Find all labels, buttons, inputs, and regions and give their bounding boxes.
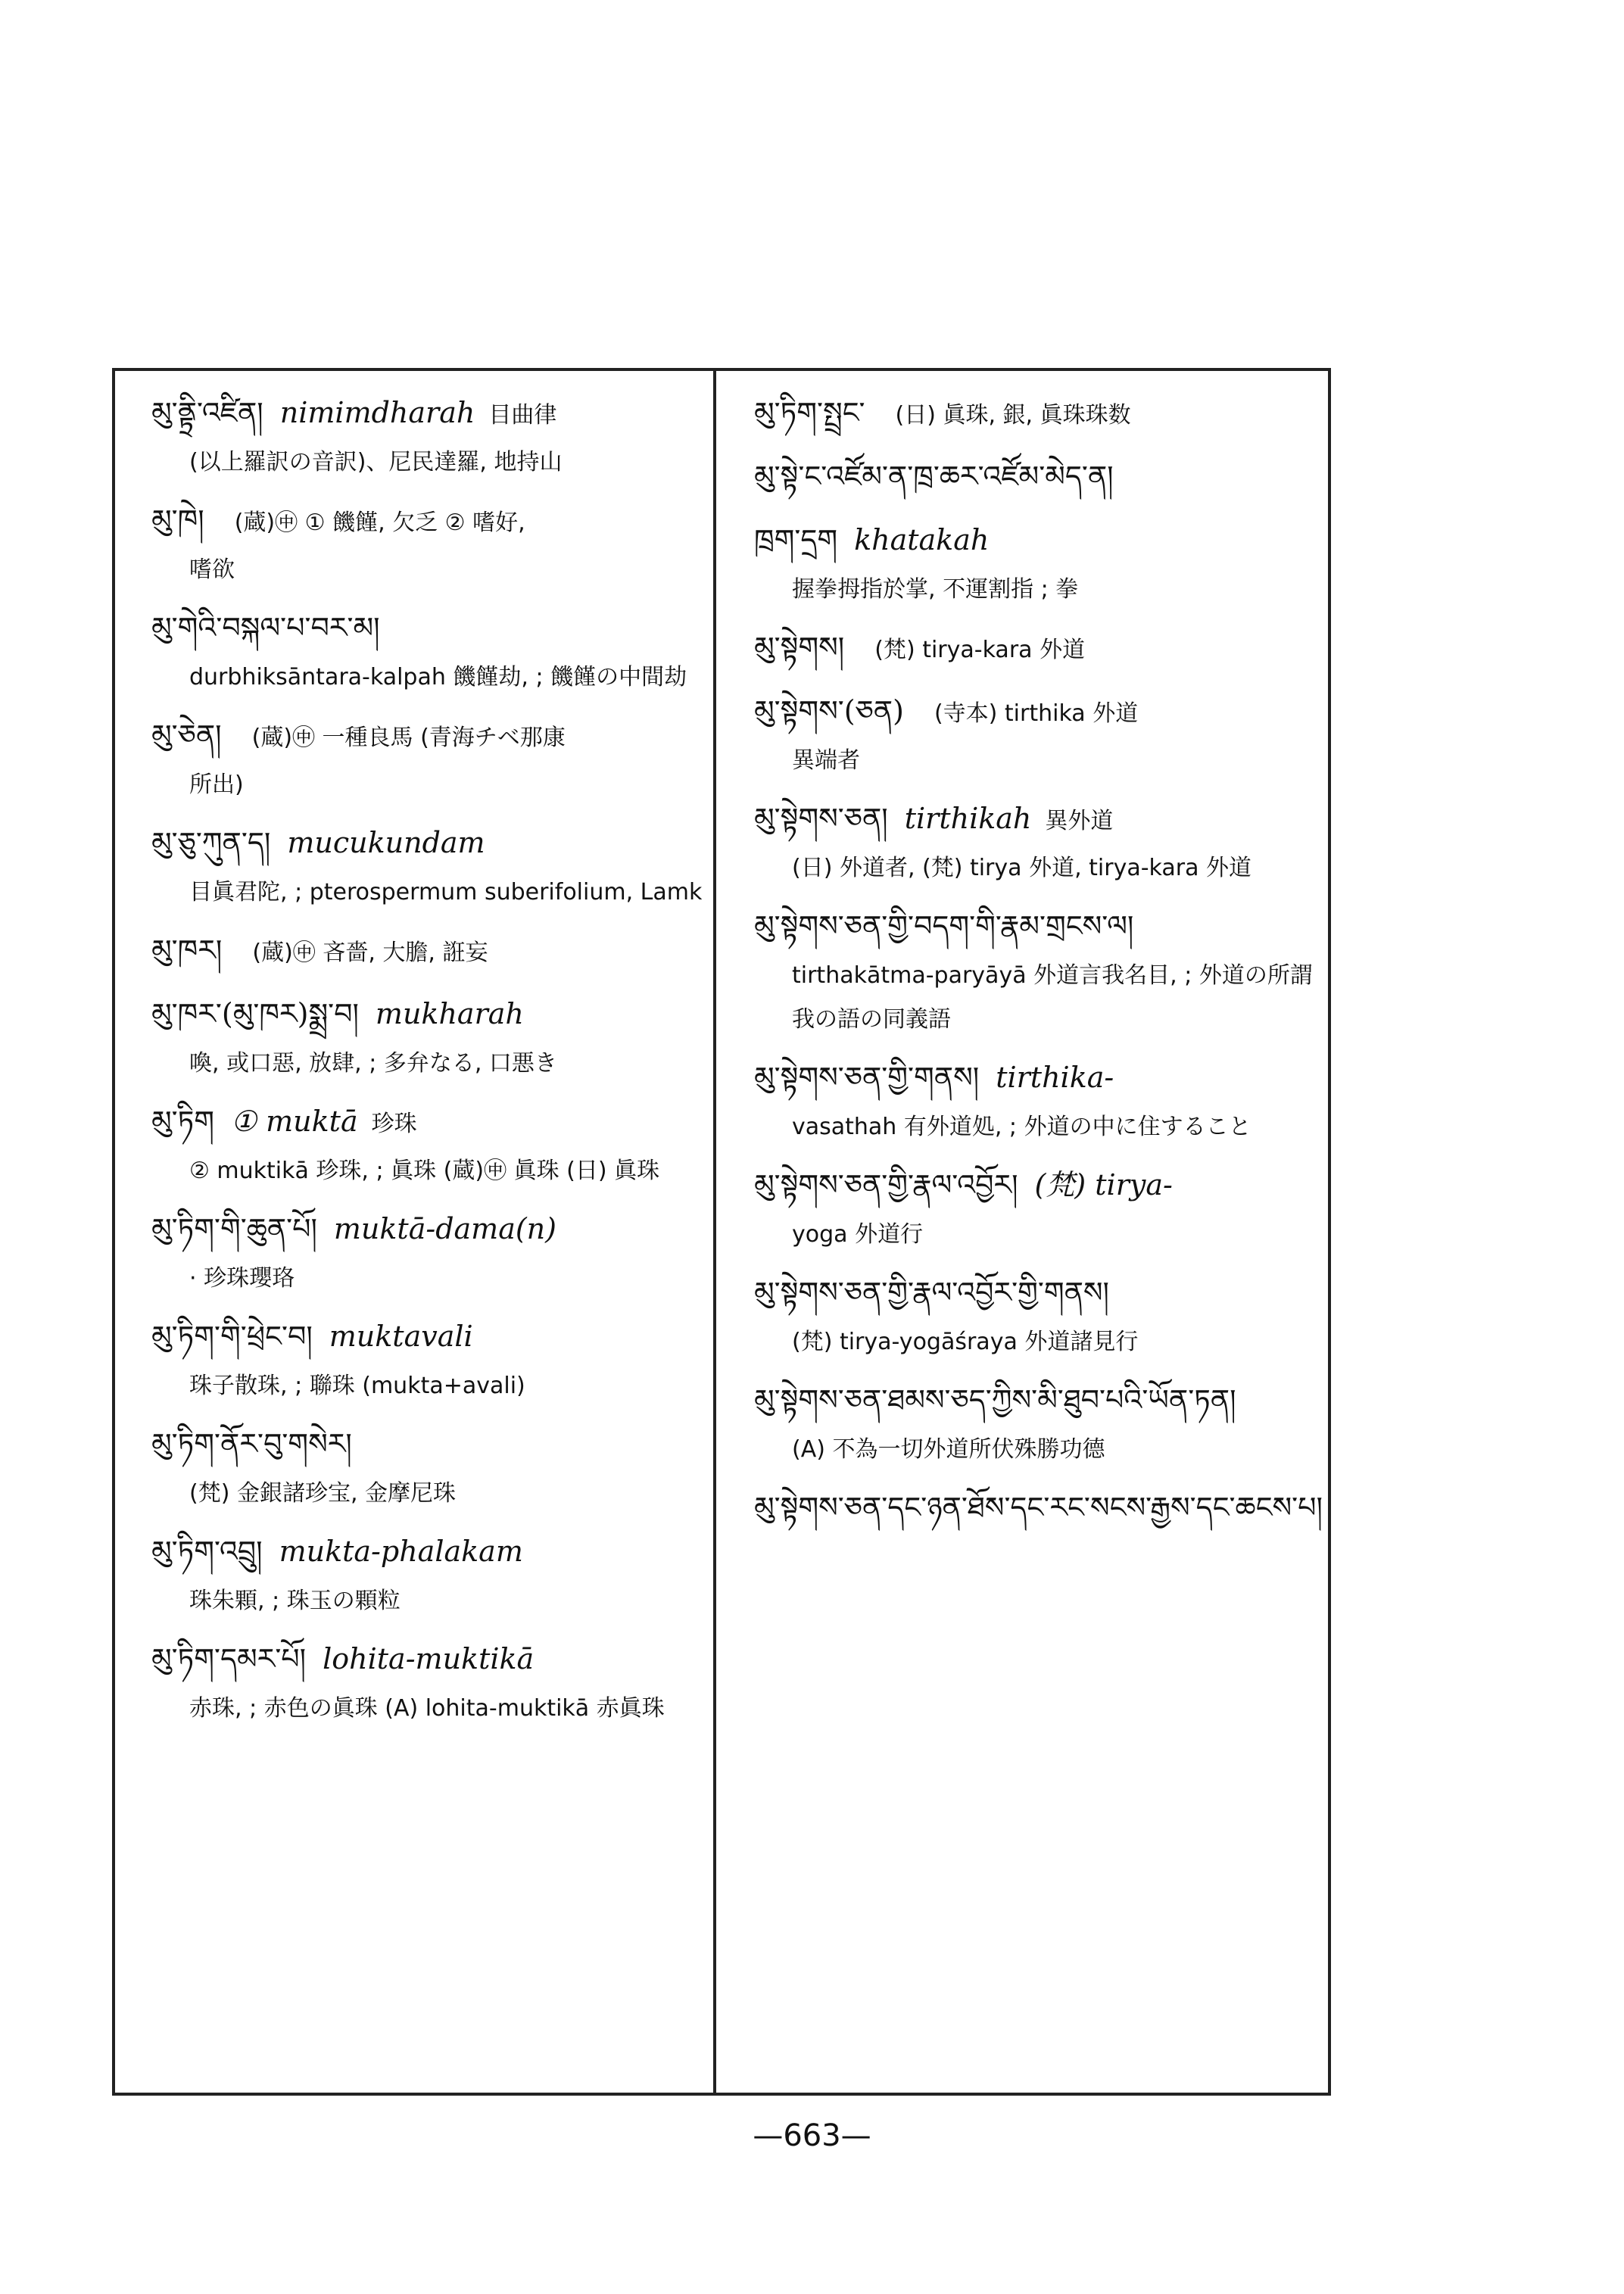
entry [754,904,1314,1042]
entry [151,1099,704,1193]
sanskrit-term: (梵) tirya- [1034,1168,1173,1202]
tibetan-headword: ཁྲག་དྲག [754,523,838,556]
entry [754,1055,1314,1149]
gloss-continued: (日) 外道者, (梵) tirya 外道, tirya-kara 外道 [792,855,1252,881]
tibetan-headword: མུ་སྟེགས་ཅན་གྱི་གནས། [754,1061,980,1094]
tibetan-headword: མུ་ཅེན། [151,718,222,752]
tibetan-headword: མུ་སྟེགས་ཅན་དང་ཉན་ཐོས་དང་རང་སངས་རྒྱས་དང་ཆངས་པ། [754,1491,1323,1524]
entry [151,928,704,978]
entry [754,1270,1314,1364]
page-number: —663— [753,2118,871,2153]
tibetan-headword: མུ་ཏིག་དམར་པོ། [151,1642,307,1675]
entry [151,391,704,485]
entry [151,1314,704,1408]
right-column [754,391,1323,1549]
entry [151,1422,704,1516]
entry [151,606,704,700]
entry [754,689,1314,783]
gloss-continued: 嗜欲 [189,556,235,583]
gloss-continued: (梵) 金銀諸珍宝, 金摩尼珠 [189,1480,457,1507]
entry [754,518,1314,612]
entry [754,391,1314,441]
tibetan-headword: མུ་ཅུ་ཀུན་ད། [151,826,271,859]
sanskrit-term: tirthikah [904,802,1032,835]
gloss-continued: (梵) tirya-yogāśraya 外道諸見行 [792,1329,1139,1355]
entry [754,1163,1314,1257]
entry [754,796,1314,890]
tibetan-headword: མུ་སྟེ་ང་འཛོམ་ན་ཁྲ་ཆར་འཛོམ་མེད་ན། [754,460,1114,493]
gloss-continued: 所出) [189,771,244,798]
tibetan-headword: མུ་སྟེགས། [754,631,845,664]
gloss-continued: ② muktikā 珍珠, ; 眞珠 (蔵)㊥ 眞珠 (日) 眞珠 [189,1158,660,1184]
tibetan-headword: མུ་ཏིག་འབྲུ། [151,1535,263,1568]
gloss: 珍珠 [371,1111,417,1137]
sanskrit-term: mucukundam [287,826,485,859]
sanskrit-term: mukharah [375,997,524,1030]
tibetan-headword: མུ་སྟེགས་ཅན་གྱི་རྣལ་འབྱོར། [754,1168,1018,1202]
gloss-continued: 異端者 [792,747,860,774]
entry [151,713,704,807]
tibetan-headword: མུ་ཏིག་ནོར་བུ་གསེར། [151,1427,352,1460]
tibetan-headword: མུ་སྟེགས་ཅན་གྱི་བདག་གི་རྣམ་གྲངས་ལ། [754,909,1134,943]
gloss: (蔵)㊥ 一種良馬 (青海チベ那康 [251,725,566,751]
gloss: (日) 眞珠, 銀, 眞珠珠数 [895,402,1131,429]
sanskrit-term: lohita-muktikā [323,1642,535,1675]
gloss-continued: 目眞君陀, ; pterospermum suberifolium, Lamk [189,879,703,905]
entry [151,1529,704,1623]
gloss-continued: (以上羅訳の音訳)、尼民達羅, 地持山 [189,449,563,475]
sanskrit-term: muktā-dama(n) [333,1212,556,1245]
gloss-continued: 赤珠, ; 赤色の眞珠 (A) lohita-muktikā 赤眞珠 [189,1695,665,1722]
tibetan-headword: མུ་ཁར། [151,933,223,967]
tibetan-headword: མུ་ཏིག་གི་ཕྲེང་བ། [151,1320,313,1353]
gloss-continued: durbhiksāntara-kalpah 饑饉劫, ; 饑饉の中間劫 [189,664,687,690]
tibetan-headword: མུ་སྟེགས་ཅན། [754,802,888,835]
sanskrit-term: tirthika- [996,1061,1114,1094]
sanskrit-term: nimimdharah [279,396,475,429]
tibetan-headword: མུ་ཁེ། [151,503,204,537]
entry [151,498,704,592]
tibetan-headword: མུ་སྟེགས་ཅན་ཐམས་ཅད་ཀྱིས་མི་ཐུབ་པའི་ཡོན་ཏན། [754,1383,1236,1417]
gloss: (蔵)㊥ ① 饑饉, 欠乏 ② 嗜好, [234,510,525,536]
entry [151,1637,704,1731]
gloss: 目曲律 [488,402,557,429]
entry [754,1485,1323,1535]
entry [754,1378,1314,1472]
gloss-continued: vasathah 有外道処, ; 外道の中に住すること [792,1114,1252,1140]
gloss-continued: 珠子散珠, ; 聯珠 (mukta+avali) [189,1373,525,1399]
gloss: (寺本) tirthika 外道 [934,700,1139,727]
gloss-continued: 珠朱顆, ; 珠玉の顆粒 [189,1588,401,1614]
gloss-continued: · 珍珠瓔珞 [189,1265,295,1292]
gloss: (蔵)㊥ 吝嗇, 大膽, 誑妄 [252,940,488,966]
gloss-continued: 握拳拇指於掌, 不運割指 ; 拳 [792,576,1079,603]
tibetan-headword: མུ་ཏིག་སྤྲང་ [754,396,865,429]
gloss-continued: 喚, 或口惡, 放肆, ; 多弁なる, 口悪き [189,1050,557,1077]
tibetan-headword: མུ་གེའི་བསྐལ་པ་བར་མ། [151,611,380,644]
sanskrit-term: muktavali [329,1320,473,1353]
sanskrit-term: mukta-phalakam [279,1535,523,1568]
entry [151,1207,704,1301]
sanskrit-term: khatakah [854,523,990,556]
gloss: 異外道 [1045,808,1114,834]
entry [151,821,704,915]
tibetan-headword: མུ་ནྟྲི་འཛིན། [151,396,263,429]
sanskrit-term: ① muktā [231,1105,358,1138]
tibetan-headword: མུ་སྟེགས་ཅན་གྱི་རྣལ་འབྱོར་གྱི་གནས། [754,1276,1109,1309]
entry [151,992,704,1086]
tibetan-headword: མུ་ཏིག་གི་ཆུན་པོ། [151,1212,317,1245]
gloss-continued: tirthakātma-paryāyā 外道言我名目, ; 外道の所謂我の語の同義語 [792,962,1313,1033]
gloss-continued: yoga 外道行 [792,1221,924,1248]
entry [754,454,1314,504]
gloss-continued: (A) 不為一切外道所伏殊勝功德 [792,1436,1105,1463]
tibetan-headword: མུ་ཏིག [151,1105,214,1138]
tibetan-headword: མུ་ཁར་(མུ་ཁར)སྨྲ་བ། [151,997,359,1030]
gloss: (梵) tirya-kara 外道 [874,637,1086,663]
column-divider [713,368,716,2096]
left-column [151,391,704,1744]
entry [754,625,1314,675]
tibetan-headword: མུ་སྟེགས་(ཅན) [754,694,904,728]
